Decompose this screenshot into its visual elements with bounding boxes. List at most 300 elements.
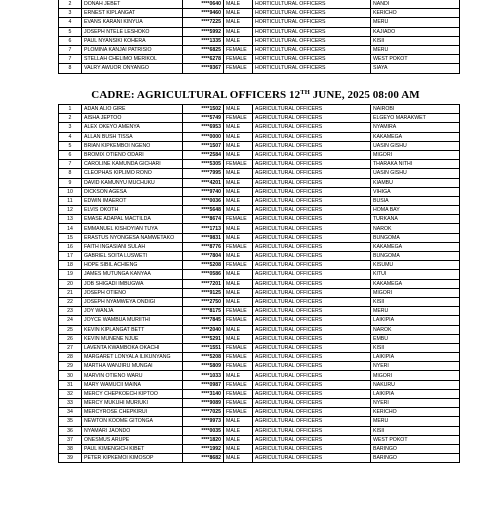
cell-sex: FEMALE bbox=[224, 399, 253, 408]
cell-county: UASIN GISHU bbox=[371, 169, 460, 178]
cell-number: 38 bbox=[59, 444, 82, 453]
cell-cadre: AGRICULTURAL OFFICERS bbox=[253, 224, 371, 233]
cell-name: JOY WANJA bbox=[82, 307, 183, 316]
cell-number: 7 bbox=[59, 160, 82, 169]
cell-id: ****5809 bbox=[183, 362, 224, 371]
horticultural-officers-table-body bbox=[59, 0, 460, 73]
table-row bbox=[59, 362, 460, 371]
cell-sex: MALE bbox=[224, 252, 253, 261]
table-row bbox=[59, 9, 460, 18]
cell-number: 36 bbox=[59, 426, 82, 435]
cell-sex: MALE bbox=[224, 417, 253, 426]
cell-number: 28 bbox=[59, 353, 82, 362]
cell-id: ****0000 bbox=[183, 132, 224, 141]
table-row bbox=[59, 215, 460, 224]
cadre-heading-suffix: JUNE, 2025 08:00 AM bbox=[309, 89, 420, 101]
cell-id: ****5749 bbox=[183, 114, 224, 123]
cell-name: ALLAN BUSH TISSA bbox=[82, 132, 183, 141]
cell-id: ****9973 bbox=[183, 417, 224, 426]
cell-cadre: HORTICULTURAL OFFICERS bbox=[253, 36, 371, 45]
cell-name: JOB SHIGADI IMBUGWA bbox=[82, 279, 183, 288]
cell-name: GABRIEL SOITA LUSWETI bbox=[82, 252, 183, 261]
cell-name: KEVIN KIPLANGAT BETT bbox=[82, 325, 183, 334]
table-row bbox=[59, 224, 460, 233]
cell-id: ****9740 bbox=[183, 187, 224, 196]
cell-county: KERICHO bbox=[371, 408, 460, 417]
cell-number: 15 bbox=[59, 233, 82, 242]
cell-county: EMBU bbox=[371, 334, 460, 343]
table-row bbox=[59, 307, 460, 316]
cell-name: ERASTUS NYONGESA NAMWETAKO bbox=[82, 233, 183, 242]
cell-name: ELVIS OKOTH bbox=[82, 206, 183, 215]
cell-cadre: AGRICULTURAL OFFICERS bbox=[253, 380, 371, 389]
cell-name: DAVID KAMUNYU MUCHUKU bbox=[82, 178, 183, 187]
cell-number: 3 bbox=[59, 123, 82, 132]
cell-number: 24 bbox=[59, 316, 82, 325]
cell-name: EVANS KARANI KINYUA bbox=[82, 18, 183, 27]
cell-name: DONAH JEBET bbox=[82, 0, 183, 9]
table-row bbox=[59, 444, 460, 453]
table-row bbox=[59, 160, 460, 169]
cell-county: ELGEYO MARAKWET bbox=[371, 114, 460, 123]
table-row bbox=[59, 261, 460, 270]
cell-number: 29 bbox=[59, 362, 82, 371]
cell-cadre: AGRICULTURAL OFFICERS bbox=[253, 334, 371, 343]
cell-name: ALEX OKEYO AMENYA bbox=[82, 123, 183, 132]
cell-id: ****9125 bbox=[183, 288, 224, 297]
cell-id: ****9089 bbox=[183, 399, 224, 408]
cell-id: ****4201 bbox=[183, 178, 224, 187]
cell-cadre: AGRICULTURAL OFFICERS bbox=[253, 279, 371, 288]
table-row bbox=[59, 316, 460, 325]
cell-sex: MALE bbox=[224, 178, 253, 187]
table-row bbox=[59, 371, 460, 380]
cell-sex: FEMALE bbox=[224, 160, 253, 169]
cell-name: MERCY MUKUHI MURIUKI bbox=[82, 399, 183, 408]
cell-name: JAMES MUTUNGA KANYAA bbox=[82, 270, 183, 279]
cell-number: 4 bbox=[59, 132, 82, 141]
table-row bbox=[59, 417, 460, 426]
table-row bbox=[59, 233, 460, 242]
cell-number: 2 bbox=[59, 0, 82, 9]
cell-sex: MALE bbox=[224, 141, 253, 150]
cell-cadre: AGRICULTURAL OFFICERS bbox=[253, 123, 371, 132]
cell-cadre: AGRICULTURAL OFFICERS bbox=[253, 353, 371, 362]
cell-county: KAKAMEGA bbox=[371, 279, 460, 288]
cell-county: WEST POKOT bbox=[371, 55, 460, 64]
cell-county: BUSIA bbox=[371, 196, 460, 205]
cell-id: ****2040 bbox=[183, 325, 224, 334]
table-row bbox=[59, 123, 460, 132]
cell-name: MARGARET LONYALA ILIKUNYANG bbox=[82, 353, 183, 362]
cell-cadre: AGRICULTURAL OFFICERS bbox=[253, 196, 371, 205]
cell-name: VALRY AWUOR ONYANGO bbox=[82, 64, 183, 73]
cell-cadre: AGRICULTURAL OFFICERS bbox=[253, 169, 371, 178]
cell-name: EDWIN IMAEROT bbox=[82, 196, 183, 205]
cell-name: EMASE ADAPAL MACTILDA bbox=[82, 215, 183, 224]
cell-county: MERU bbox=[371, 307, 460, 316]
cell-id: ****1502 bbox=[183, 105, 224, 114]
cell-id: ****1551 bbox=[183, 343, 224, 352]
cell-sex: MALE bbox=[224, 224, 253, 233]
cell-county: MIGORI bbox=[371, 150, 460, 159]
cell-cadre: AGRICULTURAL OFFICERS bbox=[253, 233, 371, 242]
cell-cadre: HORTICULTURAL OFFICERS bbox=[253, 64, 371, 73]
cell-name: PAUL NYANSIKI KOHERA bbox=[82, 36, 183, 45]
cell-sex: MALE bbox=[224, 27, 253, 36]
cell-sex: MALE bbox=[224, 206, 253, 215]
cell-county: BARINGO bbox=[371, 444, 460, 453]
cell-county: NYERI bbox=[371, 399, 460, 408]
cell-sex: FEMALE bbox=[224, 64, 253, 73]
cell-sex: MALE bbox=[224, 18, 253, 27]
cell-name: PETER KIPKEMOI KIMOSOP bbox=[82, 454, 183, 463]
table-row bbox=[59, 18, 460, 27]
cell-id: ****7804 bbox=[183, 252, 224, 261]
cell-county: KISII bbox=[371, 297, 460, 306]
cell-number: 3 bbox=[59, 9, 82, 18]
cell-sex: MALE bbox=[224, 435, 253, 444]
cell-cadre: AGRICULTURAL OFFICERS bbox=[253, 417, 371, 426]
cell-sex: MALE bbox=[224, 444, 253, 453]
cell-id: ****2750 bbox=[183, 297, 224, 306]
cell-id: ****2584 bbox=[183, 150, 224, 159]
cell-name: STELLAH CHELIMO MERIKOL bbox=[82, 55, 183, 64]
cell-number: 6 bbox=[59, 36, 82, 45]
cell-number: 7 bbox=[59, 55, 82, 64]
cell-id: ****6825 bbox=[183, 45, 224, 54]
horticultural-officers-table bbox=[58, 0, 460, 74]
cell-number: 5 bbox=[59, 141, 82, 150]
cell-name: ADAN ALIO GIRE bbox=[82, 105, 183, 114]
cell-cadre: HORTICULTURAL OFFICERS bbox=[253, 0, 371, 9]
cell-county: KAKAMEGA bbox=[371, 242, 460, 251]
cell-name: CLEOPHAS KIPLIMO RONO bbox=[82, 169, 183, 178]
table-row bbox=[59, 141, 460, 150]
cell-sex: MALE bbox=[224, 105, 253, 114]
cell-cadre: AGRICULTURAL OFFICERS bbox=[253, 187, 371, 196]
cell-county: KIAMBU bbox=[371, 178, 460, 187]
cell-cadre: AGRICULTURAL OFFICERS bbox=[253, 178, 371, 187]
cell-id: ****5208 bbox=[183, 353, 224, 362]
cell-county: HOMA BAY bbox=[371, 206, 460, 215]
cell-name: DICKSON AGESA bbox=[82, 187, 183, 196]
cell-cadre: AGRICULTURAL OFFICERS bbox=[253, 399, 371, 408]
table-row bbox=[59, 132, 460, 141]
table-row bbox=[59, 325, 460, 334]
cell-number: 9 bbox=[59, 178, 82, 187]
cell-number: 12 bbox=[59, 206, 82, 215]
cell-county: WEST POKOT bbox=[371, 435, 460, 444]
cell-cadre: AGRICULTURAL OFFICERS bbox=[253, 444, 371, 453]
cell-name: KEVIN MUNENE NJUE bbox=[82, 334, 183, 343]
cell-sex: FEMALE bbox=[224, 242, 253, 251]
cell-sex: MALE bbox=[224, 288, 253, 297]
cell-number: 27 bbox=[59, 343, 82, 352]
table-row bbox=[59, 454, 460, 463]
cell-name: LAVENTA KWAMBOKA OKACHI bbox=[82, 343, 183, 352]
cell-name: HOPE SIBIL ACHIENG bbox=[82, 261, 183, 270]
cell-cadre: AGRICULTURAL OFFICERS bbox=[253, 371, 371, 380]
cell-sex: MALE bbox=[224, 454, 253, 463]
cell-sex: FEMALE bbox=[224, 389, 253, 398]
table-row bbox=[59, 279, 460, 288]
cell-sex: MALE bbox=[224, 187, 253, 196]
cell-number: 39 bbox=[59, 454, 82, 463]
cell-id: ****3140 bbox=[183, 389, 224, 398]
cell-cadre: AGRICULTURAL OFFICERS bbox=[253, 160, 371, 169]
cell-id: ****6278 bbox=[183, 55, 224, 64]
cell-cadre: HORTICULTURAL OFFICERS bbox=[253, 27, 371, 36]
cell-cadre: HORTICULTURAL OFFICERS bbox=[253, 45, 371, 54]
cell-id: ****0640 bbox=[183, 0, 224, 9]
cell-county: TURKANA bbox=[371, 215, 460, 224]
cell-id: ****5208 bbox=[183, 261, 224, 270]
cell-county: UASIN GISHU bbox=[371, 141, 460, 150]
table-row bbox=[59, 27, 460, 36]
cell-sex: FEMALE bbox=[224, 316, 253, 325]
cell-county: KISII bbox=[371, 426, 460, 435]
cell-cadre: HORTICULTURAL OFFICERS bbox=[253, 18, 371, 27]
cell-sex: FEMALE bbox=[224, 362, 253, 371]
cell-number: 6 bbox=[59, 150, 82, 159]
cell-sex: MALE bbox=[224, 132, 253, 141]
cell-id: ****0586 bbox=[183, 270, 224, 279]
cell-name: JOSEPH NTELE LESHOKO bbox=[82, 27, 183, 36]
cell-cadre: AGRICULTURAL OFFICERS bbox=[253, 454, 371, 463]
cell-number: 11 bbox=[59, 196, 82, 205]
cell-sex: FEMALE bbox=[224, 114, 253, 123]
cell-sex: FEMALE bbox=[224, 343, 253, 352]
cell-number: 4 bbox=[59, 18, 82, 27]
cell-sex: MALE bbox=[224, 150, 253, 159]
cell-sex: MALE bbox=[224, 371, 253, 380]
cell-number: 23 bbox=[59, 307, 82, 316]
cell-cadre: AGRICULTURAL OFFICERS bbox=[253, 261, 371, 270]
cell-cadre: AGRICULTURAL OFFICERS bbox=[253, 362, 371, 371]
table-row bbox=[59, 55, 460, 64]
cell-sex: MALE bbox=[224, 270, 253, 279]
cell-number: 16 bbox=[59, 242, 82, 251]
cell-county: MERU bbox=[371, 18, 460, 27]
cell-id: ****8776 bbox=[183, 242, 224, 251]
cell-cadre: AGRICULTURAL OFFICERS bbox=[253, 288, 371, 297]
table-row bbox=[59, 399, 460, 408]
cell-name: BRIAN KIPKEMBOI NGENO bbox=[82, 141, 183, 150]
table-row bbox=[59, 380, 460, 389]
cell-cadre: AGRICULTURAL OFFICERS bbox=[253, 389, 371, 398]
agricultural-officers-table bbox=[58, 104, 460, 463]
cell-name: MARY WAMUCII MAINA bbox=[82, 380, 183, 389]
cell-name: BROMIX OTIENO ODARI bbox=[82, 150, 183, 159]
cell-id: ****5648 bbox=[183, 206, 224, 215]
cell-cadre: AGRICULTURAL OFFICERS bbox=[253, 252, 371, 261]
cell-id: ****7995 bbox=[183, 169, 224, 178]
cell-county: THARAKA NITHI bbox=[371, 160, 460, 169]
cell-id: ****8175 bbox=[183, 307, 224, 316]
cell-name: FAITH INGASIANI SULAH bbox=[82, 242, 183, 251]
cell-sex: MALE bbox=[224, 169, 253, 178]
cell-number: 13 bbox=[59, 215, 82, 224]
table-row bbox=[59, 288, 460, 297]
cell-name: ONESMUS ARUPE bbox=[82, 435, 183, 444]
cell-name: MARVIN OTIENO WARU bbox=[82, 371, 183, 380]
cadre-heading-ordinal: TH bbox=[300, 89, 310, 96]
cell-sex: MALE bbox=[224, 123, 253, 132]
cell-number: 37 bbox=[59, 435, 82, 444]
cell-county: NANDI bbox=[371, 0, 460, 9]
cell-number: 14 bbox=[59, 224, 82, 233]
cell-id: ****9367 bbox=[183, 64, 224, 73]
cell-sex: FEMALE bbox=[224, 353, 253, 362]
cell-county: BUNGOMA bbox=[371, 233, 460, 242]
cell-name: MERCY CHEPKOECH KIPTOO bbox=[82, 389, 183, 398]
cell-sex: FEMALE bbox=[224, 55, 253, 64]
cell-county: KAKAMEGA bbox=[371, 132, 460, 141]
cell-county: MERU bbox=[371, 417, 460, 426]
cell-name: NYAMARI JAONDO bbox=[82, 426, 183, 435]
cadre-heading-prefix: CADRE: AGRICULTURAL OFFICERS 12 bbox=[91, 89, 301, 101]
cell-number: 7 bbox=[59, 45, 82, 54]
cell-id: ****1713 bbox=[183, 224, 224, 233]
cell-sex: MALE bbox=[224, 426, 253, 435]
cell-cadre: AGRICULTURAL OFFICERS bbox=[253, 150, 371, 159]
cell-number: 25 bbox=[59, 325, 82, 334]
cell-id: ****0035 bbox=[183, 426, 224, 435]
table-row bbox=[59, 45, 460, 54]
cell-county: KAJIADO bbox=[371, 27, 460, 36]
cell-county: BARINGO bbox=[371, 454, 460, 463]
cell-county: KISII bbox=[371, 343, 460, 352]
cell-id: ****1820 bbox=[183, 435, 224, 444]
table-row bbox=[59, 252, 460, 261]
cell-cadre: AGRICULTURAL OFFICERS bbox=[253, 242, 371, 251]
cell-name: JOSEPH NYAMWEYA ONDIGI bbox=[82, 297, 183, 306]
table-row bbox=[59, 0, 460, 9]
cell-id: ****1033 bbox=[183, 371, 224, 380]
cell-name: MERCYROSE CHEPKIRUI bbox=[82, 408, 183, 417]
cell-id: ****1335 bbox=[183, 36, 224, 45]
cell-county: BUNGOMA bbox=[371, 252, 460, 261]
table-row bbox=[59, 64, 460, 73]
agricultural-officers-table-body bbox=[59, 105, 460, 463]
table-row bbox=[59, 334, 460, 343]
cell-id: ****9460 bbox=[183, 9, 224, 18]
cell-county: NAKURU bbox=[371, 380, 460, 389]
cell-id: ****0987 bbox=[183, 380, 224, 389]
table-row bbox=[59, 169, 460, 178]
cell-county: NYERI bbox=[371, 362, 460, 371]
table-row bbox=[59, 297, 460, 306]
cell-county: LAIKIPIA bbox=[371, 389, 460, 398]
cell-id: ****5305 bbox=[183, 160, 224, 169]
cell-county: KITUI bbox=[371, 270, 460, 279]
cell-name: CAROLINE KAMUNDA GICHARI bbox=[82, 160, 183, 169]
table-row bbox=[59, 270, 460, 279]
cell-number: 1 bbox=[59, 105, 82, 114]
table-row bbox=[59, 389, 460, 398]
cell-cadre: AGRICULTURAL OFFICERS bbox=[253, 343, 371, 352]
cell-sex: FEMALE bbox=[224, 45, 253, 54]
cell-cadre: AGRICULTURAL OFFICERS bbox=[253, 426, 371, 435]
cell-name: NEWTON KOOME GITONGA bbox=[82, 417, 183, 426]
cell-id: ****7201 bbox=[183, 279, 224, 288]
cell-sex: MALE bbox=[224, 297, 253, 306]
cell-cadre: AGRICULTURAL OFFICERS bbox=[253, 316, 371, 325]
cell-number: 8 bbox=[59, 169, 82, 178]
cell-number: 35 bbox=[59, 417, 82, 426]
table-row bbox=[59, 150, 460, 159]
cell-cadre: AGRICULTURAL OFFICERS bbox=[253, 114, 371, 123]
cell-sex: MALE bbox=[224, 325, 253, 334]
cell-id: ****1507 bbox=[183, 141, 224, 150]
cell-id: ****7845 bbox=[183, 316, 224, 325]
cadre-heading bbox=[58, 89, 453, 101]
table-row bbox=[59, 178, 460, 187]
cell-number: 8 bbox=[59, 64, 82, 73]
cell-id: ****5291 bbox=[183, 334, 224, 343]
cell-number: 18 bbox=[59, 261, 82, 270]
cell-number: 2 bbox=[59, 114, 82, 123]
table-row bbox=[59, 353, 460, 362]
cell-cadre: HORTICULTURAL OFFICERS bbox=[253, 9, 371, 18]
cell-number: 32 bbox=[59, 389, 82, 398]
table-row bbox=[59, 206, 460, 215]
cell-county: SIAYA bbox=[371, 64, 460, 73]
cell-sex: FEMALE bbox=[224, 380, 253, 389]
cell-cadre: AGRICULTURAL OFFICERS bbox=[253, 325, 371, 334]
cell-county: NAIROBI bbox=[371, 105, 460, 114]
cell-sex: FEMALE bbox=[224, 408, 253, 417]
cell-county: MIGORI bbox=[371, 288, 460, 297]
cell-sex: FEMALE bbox=[224, 307, 253, 316]
cell-id: ****5992 bbox=[183, 27, 224, 36]
cell-id: ****7025 bbox=[183, 408, 224, 417]
cell-county: VIHIGA bbox=[371, 187, 460, 196]
table-row bbox=[59, 187, 460, 196]
table-row bbox=[59, 105, 460, 114]
cell-sex: MALE bbox=[224, 279, 253, 288]
table-row bbox=[59, 36, 460, 45]
cell-name: JOSEPH OTIENO bbox=[82, 288, 183, 297]
table-row bbox=[59, 343, 460, 352]
table-row bbox=[59, 435, 460, 444]
cell-cadre: AGRICULTURAL OFFICERS bbox=[253, 270, 371, 279]
cell-number: 31 bbox=[59, 380, 82, 389]
cell-county: LAIKIPIA bbox=[371, 353, 460, 362]
cell-sex: MALE bbox=[224, 196, 253, 205]
cell-county: NAROK bbox=[371, 224, 460, 233]
cell-county: KISII bbox=[371, 36, 460, 45]
cell-number: 17 bbox=[59, 252, 82, 261]
cell-number: 21 bbox=[59, 288, 82, 297]
cell-number: 26 bbox=[59, 334, 82, 343]
cell-cadre: AGRICULTURAL OFFICERS bbox=[253, 105, 371, 114]
cell-number: 34 bbox=[59, 408, 82, 417]
cell-sex: MALE bbox=[224, 334, 253, 343]
table-row bbox=[59, 408, 460, 417]
cell-number: 19 bbox=[59, 270, 82, 279]
cell-number: 22 bbox=[59, 297, 82, 306]
cell-cadre: AGRICULTURAL OFFICERS bbox=[253, 408, 371, 417]
table-row bbox=[59, 196, 460, 205]
cell-county: NAROK bbox=[371, 325, 460, 334]
cell-id: ****9831 bbox=[183, 233, 224, 242]
cell-cadre: AGRICULTURAL OFFICERS bbox=[253, 132, 371, 141]
cell-name: PLOMINA KANJAI PATRISIO bbox=[82, 45, 183, 54]
cell-county: LAIKIPIA bbox=[371, 316, 460, 325]
cell-county: KISUMU bbox=[371, 261, 460, 270]
